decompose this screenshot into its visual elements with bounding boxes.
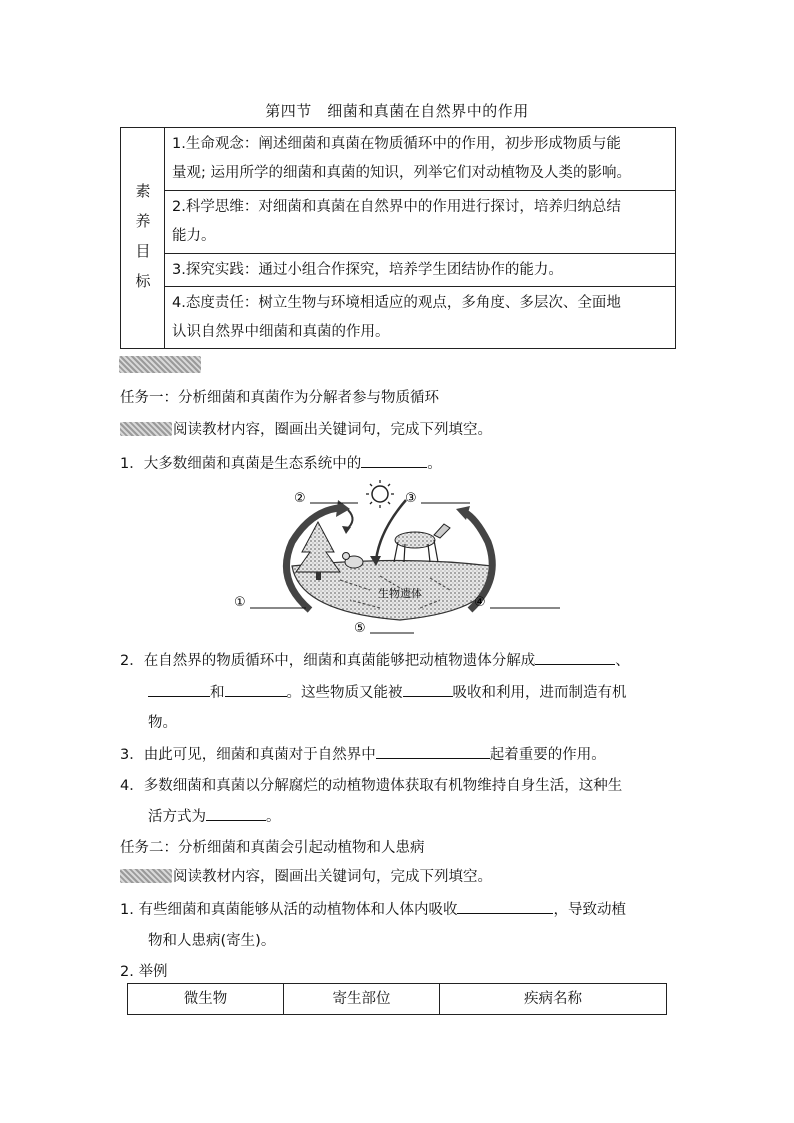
objective-text: 量观; 运用所学的细菌和真菌的知识，列举它们对动植物及人类的影响。 — [172, 165, 631, 181]
task1-question4-line2 — [148, 805, 281, 826]
question-text: 1. 有些细菌和真菌能够从活的动植物体和人体内吸收 — [120, 902, 458, 918]
question-text: 。 — [266, 809, 281, 825]
section-tag-icon — [119, 356, 201, 373]
answer-blank[interactable] — [148, 681, 210, 697]
question-text: 。这些物质又能被 — [286, 685, 403, 701]
diagram-center-label: 生物遗体 — [378, 587, 422, 600]
task2-question2: 2. 举例 — [120, 964, 168, 980]
answer-blank[interactable] — [225, 681, 287, 697]
sun-icon — [372, 486, 388, 502]
objectives-label-column — [121, 128, 165, 348]
objectives-label-char: 养 — [135, 212, 151, 230]
table-header-cell: 寄生部位 — [284, 984, 440, 1014]
answer-blank[interactable] — [403, 681, 453, 697]
question-text: 3．由此可见，细菌和真菌对于自然界中 — [120, 747, 376, 763]
energy-arrow — [376, 500, 406, 560]
answer-blank[interactable] — [457, 898, 553, 914]
question-text: 、 — [615, 653, 630, 669]
task1-question4-line1: 4．多数细菌和真菌以分解腐烂的动植物遗体获取有机物维持自身生活，这种生 — [120, 778, 623, 794]
objective-row — [165, 287, 675, 349]
task1-question1 — [120, 452, 442, 473]
task2-heading: 任务二：分析细菌和真菌会引起动植物和人患病 — [120, 840, 425, 856]
objective-row — [165, 191, 675, 254]
task2-question1-line1 — [120, 898, 626, 919]
question-text: ，导致动植 — [553, 902, 626, 918]
objectives-label-char: 标 — [135, 272, 151, 290]
objectives-table — [120, 127, 676, 349]
answer-blank[interactable] — [206, 805, 266, 821]
material-cycle-diagram — [230, 480, 570, 640]
task1-question3 — [120, 743, 606, 764]
deer-icon — [395, 532, 435, 548]
objectives-label-char: 目 — [135, 242, 151, 260]
question-text: 2．在自然界的物质循环中，细菌和真菌能够把动植物遗体分解成 — [120, 653, 536, 669]
objective-row — [165, 254, 675, 287]
tree-trunk — [316, 572, 321, 580]
answer-blank[interactable] — [535, 649, 615, 665]
objective-text: 4.态度责任：树立生物与环境相适应的观点，多角度、多层次、全面地 — [172, 295, 621, 311]
diagram-label-3: ③ — [405, 491, 417, 506]
objective-text: 1.生命观念：阐述细菌和真菌在物质循环中的作用，初步形成物质与能 — [172, 136, 621, 152]
objectives-label-char: 素 — [135, 182, 151, 200]
objective-text: 3.探究实践：通过小组合作探究，培养学生团结协作的能力。 — [172, 262, 563, 278]
examples-table — [127, 983, 667, 1015]
objective-row — [165, 128, 675, 191]
task2-question1-line2: 物和人患病(寄生)。 — [148, 933, 276, 949]
task1-question2-line1 — [120, 649, 630, 670]
table-header-cell: 疾病名称 — [524, 991, 582, 1007]
task1-question2-line3: 物。 — [148, 715, 177, 731]
question-text: 吸收和利用，进而制造有机 — [452, 685, 627, 701]
question-text: 起着重要的作用。 — [489, 747, 606, 763]
task2-instruction: 阅读教材内容，圈画出关键词句，完成下列填空。 — [173, 869, 492, 885]
question-text: 活方式为 — [148, 809, 206, 825]
objective-text: 2.科学思维：对细菌和真菌在自然界中的作用进行探讨，培养归纳总结 — [172, 199, 621, 215]
objective-text: 能力。 — [172, 228, 216, 244]
reading-tag-icon — [120, 869, 172, 883]
diagram-label-2: ② — [294, 491, 306, 506]
answer-blank[interactable] — [376, 743, 490, 759]
diagram-label-1: ① — [234, 595, 246, 610]
diagram-label-4: ④ — [474, 595, 486, 610]
task1-instruction: 阅读教材内容，圈画出关键词句，完成下列填空。 — [173, 422, 492, 438]
question-text: 1．大多数细菌和真菌是生态系统中的 — [120, 456, 362, 472]
task1-question2-line2 — [148, 681, 627, 702]
question-text: 和 — [210, 685, 225, 701]
objective-text: 认识自然界中细菌和真菌的作用。 — [172, 324, 390, 340]
task1-heading: 任务一：分析细菌和真菌作为分解者参与物质循环 — [120, 390, 439, 406]
answer-blank[interactable] — [361, 452, 427, 468]
table-header-cell: 微生物 — [128, 984, 284, 1014]
diagram-label-5: ⑤ — [354, 621, 366, 636]
question-text: 。 — [427, 456, 442, 472]
page-title: 第四节 细菌和真菌在自然界中的作用 — [265, 102, 529, 120]
reading-tag-icon — [120, 422, 172, 436]
